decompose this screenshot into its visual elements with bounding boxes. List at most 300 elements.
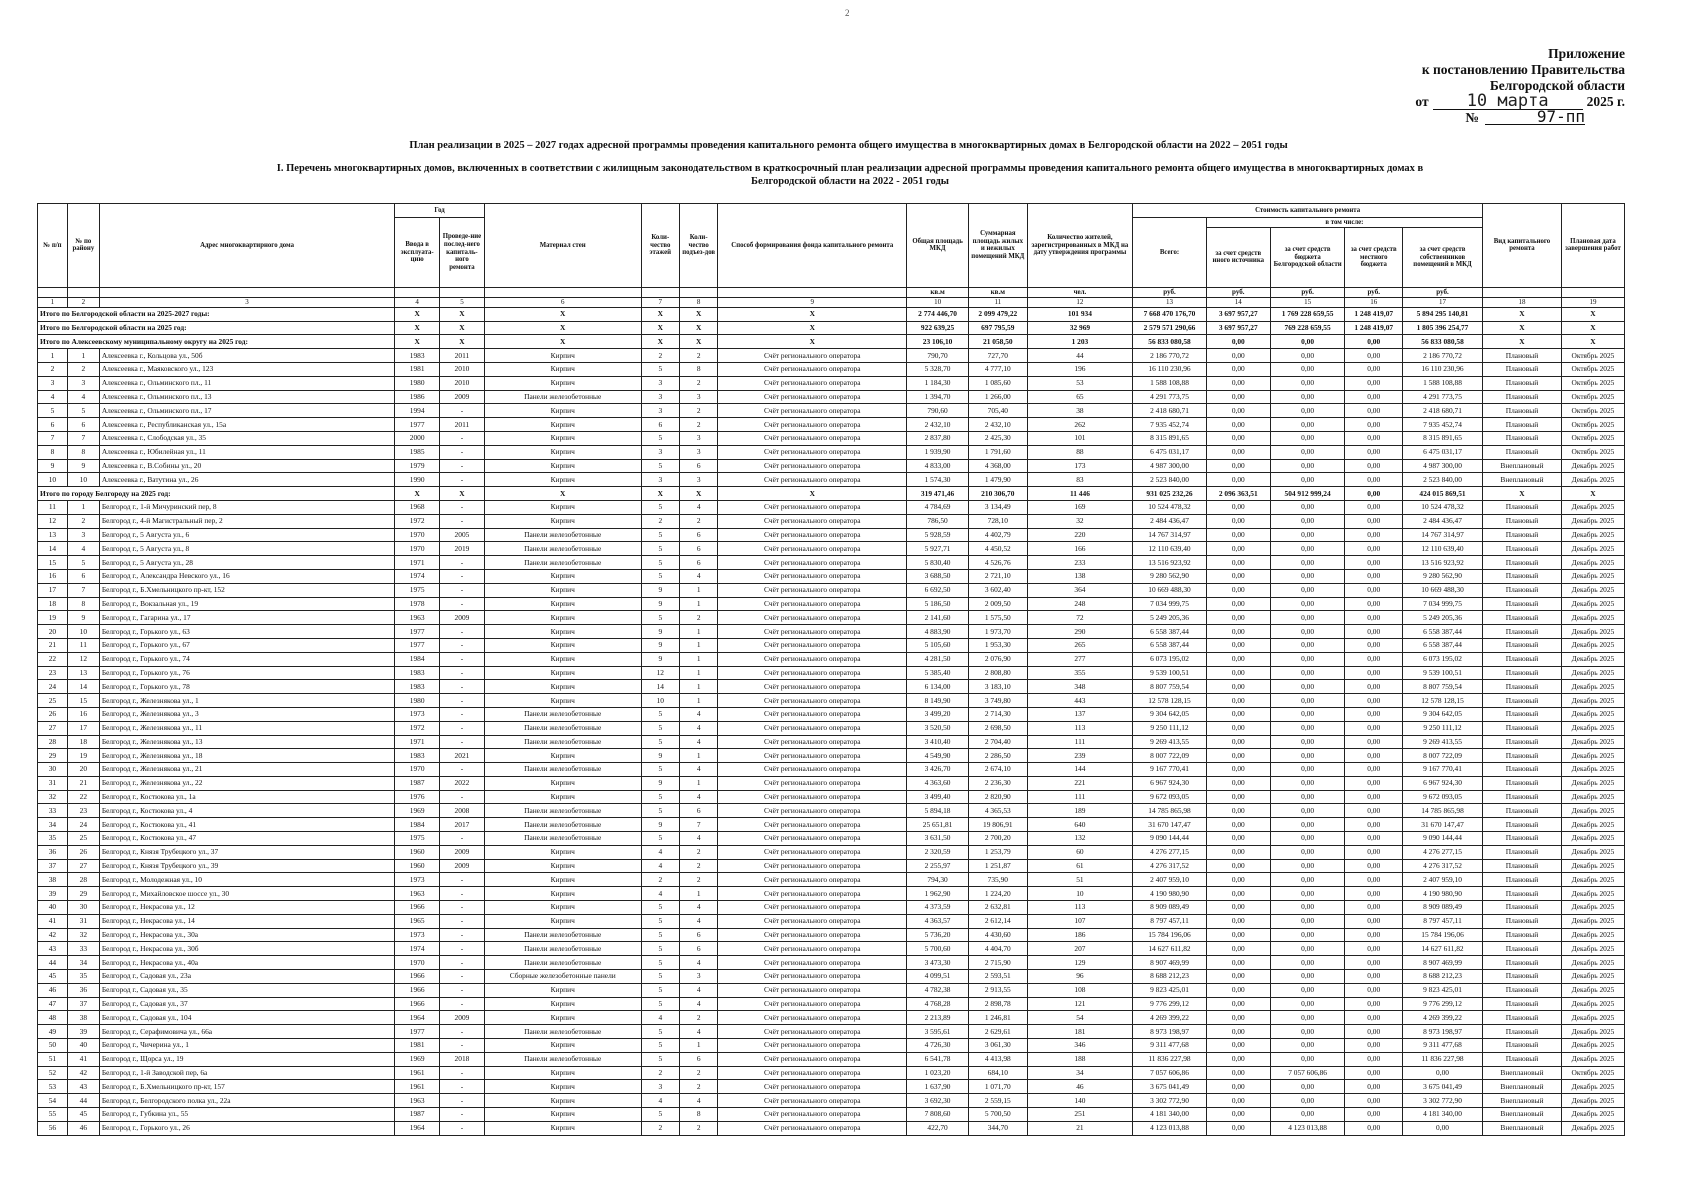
district-no: 32 [67,928,99,942]
unit-cell: руб. [1206,287,1270,297]
address: Белгород г., Железнякова ул., 13 [99,735,394,749]
area-total: 25 651,81 [907,818,969,832]
src-region: 0,00 [1270,1039,1345,1053]
district-no: 19 [67,749,99,763]
src-region: 0,00 [1270,390,1345,404]
fund: Счёт регионального оператора [718,970,907,984]
commissioned: 1960 [395,859,440,873]
floors: 5 [641,721,679,735]
district-no: 36 [67,983,99,997]
row-no: 39 [38,887,68,901]
row-no: 17 [38,583,68,597]
residents: 239 [1027,749,1133,763]
unit-cell: кв.м [907,287,969,297]
row-no: 12 [38,514,68,528]
fund: Счёт регионального оператора [718,390,907,404]
due-date: Декабрь 2025 [1561,845,1624,859]
repair-type: Плановый [1483,638,1562,652]
src-region: 0,00 [1270,680,1345,694]
address: Белгород г., Железнякова ул., 21 [99,763,394,777]
src-region: 0,00 [1270,887,1345,901]
src-local: 0,00 [1345,376,1403,390]
commissioned: 1965 [395,914,440,928]
walls: Кирпич [484,873,641,887]
due-date: Декабрь 2025 [1561,514,1624,528]
src-owners: 31 670 147,47 [1403,818,1483,832]
address: Алексеевка г., Ольминского пл., 13 [99,390,394,404]
row-no: 29 [38,749,68,763]
src-region: 0,00 [1270,652,1345,666]
address: Белгород г., Серафимовича ул., 66а [99,1025,394,1039]
area-res: 1 071,70 [968,1080,1027,1094]
residents: 51 [1027,873,1133,887]
table-row [38,873,1625,887]
due-date: Декабрь 2025 [1561,1052,1624,1066]
address: Алексеевка г., Слободская ул., 35 [99,431,394,445]
commissioned: 1981 [395,1039,440,1053]
area-total: 4 099,51 [907,970,969,984]
appendix-line-3: Белгородской области [1489,78,1625,93]
row-no: 43 [38,942,68,956]
entrances: 4 [679,956,717,970]
district-no: 38 [67,1011,99,1025]
area-total: 3 426,70 [907,763,969,777]
src-owners: 7 935 452,74 [1403,418,1483,432]
district-no: 10 [67,473,99,487]
src-owners: 9 269 413,55 [1403,735,1483,749]
residents: 196 [1027,362,1133,376]
header-district-no: № по району [67,204,99,288]
src-local: 0,00 [1345,514,1403,528]
row-no: 25 [38,694,68,708]
residents: 88 [1027,445,1133,459]
area-res: 1 575,50 [968,611,1027,625]
entrances: 1 [679,666,717,680]
src-owners: 16 110 230,96 [1403,362,1483,376]
residents: 640 [1027,818,1133,832]
total-src-other: 3 697 957,27 [1206,307,1270,321]
floors: 5 [641,970,679,984]
walls: Кирпич [484,569,641,583]
floors: 5 [641,569,679,583]
commissioned: 1994 [395,404,440,418]
residents: 262 [1027,418,1133,432]
entrances: 2 [679,376,717,390]
fund: Счёт регионального оператора [718,583,907,597]
entrances: 2 [679,1011,717,1025]
residents: 181 [1027,1025,1133,1039]
repair-type: Плановый [1483,431,1562,445]
total-total-cost: 931 025 232,26 [1133,487,1207,501]
src-local: 0,00 [1345,666,1403,680]
row-no: 21 [38,638,68,652]
src-region: 0,00 [1270,556,1345,570]
total-cost: 3 675 041,49 [1133,1080,1207,1094]
header-including: в том числе: [1206,217,1482,227]
district-no: 37 [67,997,99,1011]
src-other: 0,00 [1206,790,1270,804]
floors: 5 [641,956,679,970]
commissioned: 1974 [395,569,440,583]
walls: Кирпич [484,1121,641,1135]
entrances: 1 [679,597,717,611]
repair-type: Плановый [1483,928,1562,942]
total-cost: 8 909 089,49 [1133,901,1207,915]
unit-cell: руб. [1270,287,1345,297]
src-owners: 14 627 611,82 [1403,942,1483,956]
repair-type: Плановый [1483,735,1562,749]
total-cost: 13 516 923,92 [1133,556,1207,570]
walls: Кирпич [484,500,641,514]
last-repair: - [440,597,485,611]
total-commissioned: X [395,335,440,349]
total-cost: 9 672 093,05 [1133,790,1207,804]
floors: 5 [641,832,679,846]
due-date: Декабрь 2025 [1561,1108,1624,1122]
area-res: 2 820,90 [968,790,1027,804]
address: Белгород г., Гагарина ул., 17 [99,611,394,625]
due-date: Декабрь 2025 [1561,666,1624,680]
commissioned: 1973 [395,707,440,721]
total-cost: 4 291 773,75 [1133,390,1207,404]
row-no: 14 [38,542,68,556]
area-total: 4 281,50 [907,652,969,666]
column-number-cell: 19 [1561,297,1624,307]
row-no: 6 [38,418,68,432]
table-row [38,776,1625,790]
repair-type: Плановый [1483,597,1562,611]
area-res: 705,40 [968,404,1027,418]
walls: Кирпич [484,749,641,763]
floors: 5 [641,901,679,915]
address: Белгород г., Князя Трубецкого ул., 39 [99,859,394,873]
src-local: 0,00 [1345,404,1403,418]
area-res: 2 286,50 [968,749,1027,763]
last-repair: - [440,942,485,956]
walls: Кирпич [484,404,641,418]
src-owners: 10 669 488,30 [1403,583,1483,597]
src-local: 0,00 [1345,804,1403,818]
area-res: 2 721,10 [968,569,1027,583]
table-row [38,887,1625,901]
commissioned: 1961 [395,1080,440,1094]
table-body [38,287,1625,1135]
repair-type: Плановый [1483,997,1562,1011]
src-other: 0,00 [1206,997,1270,1011]
header-entrances: Коли-чество подъез-дов [679,204,717,288]
repair-type: Внеплановый [1483,473,1562,487]
fund: Счёт регионального оператора [718,763,907,777]
repair-type: Плановый [1483,514,1562,528]
header-last-repair: Проведе-ние послед-него капиталь-ного ремонта [440,217,485,287]
src-region: 0,00 [1270,956,1345,970]
total-commissioned: X [395,321,440,335]
entrances: 1 [679,638,717,652]
row-no: 47 [38,997,68,1011]
floors: 5 [641,459,679,473]
floors: 9 [641,583,679,597]
commissioned: 1976 [395,790,440,804]
row-no: 52 [38,1066,68,1080]
src-local: 0,00 [1345,763,1403,777]
area-total: 2 141,60 [907,611,969,625]
table-row [38,1121,1625,1135]
src-region: 0,00 [1270,514,1345,528]
commissioned: 1984 [395,652,440,666]
fund: Счёт регионального оператора [718,445,907,459]
src-other: 0,00 [1206,1066,1270,1080]
commissioned: 1981 [395,362,440,376]
total-src-owners: 5 894 295 140,81 [1403,307,1483,321]
column-number-cell: 17 [1403,297,1483,307]
due-date: Октябрь 2025 [1561,1066,1624,1080]
district-no: 45 [67,1108,99,1122]
walls: Кирпич [484,638,641,652]
total-cost: 14 785 865,98 [1133,804,1207,818]
src-local: 0,00 [1345,942,1403,956]
total-cost: 8 973 198,97 [1133,1025,1207,1039]
number-label: № [1465,110,1479,125]
due-date: Декабрь 2025 [1561,611,1624,625]
repair-type: Плановый [1483,390,1562,404]
residents: 277 [1027,652,1133,666]
src-other: 0,00 [1206,652,1270,666]
address: Белгород г., Железнякова ул., 1 [99,694,394,708]
table-row [38,983,1625,997]
entrances: 4 [679,721,717,735]
total-cost: 9 776 299,12 [1133,997,1207,1011]
total-floors: X [641,487,679,501]
src-local: 0,00 [1345,459,1403,473]
last-repair: 2022 [440,776,485,790]
area-res: 4 450,52 [968,542,1027,556]
table-row [38,735,1625,749]
total-src-region: 769 228 659,55 [1270,321,1345,335]
residents: 61 [1027,859,1133,873]
row-no: 2 [38,362,68,376]
src-region: 0,00 [1270,459,1345,473]
total-cost: 6 073 195,02 [1133,652,1207,666]
address: Белгород г., Б.Хмельницкого пр-кт, 152 [99,583,394,597]
total-cost: 6 558 387,44 [1133,638,1207,652]
due-date: Декабрь 2025 [1561,928,1624,942]
last-repair: 2017 [440,818,485,832]
src-other: 0,00 [1206,763,1270,777]
district-no: 24 [67,818,99,832]
src-local: 0,00 [1345,832,1403,846]
repair-type: Плановый [1483,583,1562,597]
total-residents: 1 203 [1027,335,1133,349]
area-res: 1 791,60 [968,445,1027,459]
column-number-cell: 18 [1483,297,1562,307]
fund: Счёт регионального оператора [718,956,907,970]
total-total-cost: 56 833 080,58 [1133,335,1207,349]
area-total: 790,70 [907,349,969,363]
column-number-cell: 11 [968,297,1027,307]
due-date: Декабрь 2025 [1561,1039,1624,1053]
src-region: 0,00 [1270,376,1345,390]
due-date: Декабрь 2025 [1561,914,1624,928]
commissioned: 1963 [395,1094,440,1108]
last-repair: - [440,514,485,528]
fund: Счёт регионального оператора [718,735,907,749]
commissioned: 1983 [395,749,440,763]
address: Белгород г., Михайловское шоссе ул., 30 [99,887,394,901]
src-local: 0,00 [1345,749,1403,763]
walls: Панели железобетонные [484,818,641,832]
total-cost: 14 767 314,97 [1133,528,1207,542]
due-date: Декабрь 2025 [1561,721,1624,735]
area-total: 5 894,18 [907,804,969,818]
table-row [38,845,1625,859]
residents: 107 [1027,914,1133,928]
area-total: 3 688,50 [907,569,969,583]
district-no: 13 [67,666,99,680]
address: Алексеевка г., Ольминского пл., 11 [99,376,394,390]
floors: 2 [641,1066,679,1080]
src-other: 0,00 [1206,818,1270,832]
total-entrances: X [679,307,717,321]
fund: Счёт регионального оператора [718,1094,907,1108]
src-local: 0,00 [1345,445,1403,459]
src-owners: 15 784 196,06 [1403,928,1483,942]
total-cost: 2 186 770,72 [1133,349,1207,363]
address: Белгород г., Александра Невского ул., 16 [99,569,394,583]
district-no: 6 [67,569,99,583]
floors: 3 [641,376,679,390]
residents: 137 [1027,707,1133,721]
area-total: 6 134,00 [907,680,969,694]
fund: Счёт регионального оператора [718,901,907,915]
district-no: 4 [67,390,99,404]
src-other: 0,00 [1206,832,1270,846]
src-region: 0,00 [1270,694,1345,708]
fund: Счёт регионального оператора [718,376,907,390]
floors: 9 [641,597,679,611]
src-owners: 4 276 277,15 [1403,845,1483,859]
row-no: 46 [38,983,68,997]
total-cost: 4 269 399,22 [1133,1011,1207,1025]
src-region: 4 123 013,88 [1270,1121,1345,1135]
total-src-owners: 56 833 080,58 [1403,335,1483,349]
row-no: 56 [38,1121,68,1135]
total-row [38,487,1625,501]
fund: Счёт регионального оператора [718,652,907,666]
src-other: 0,00 [1206,983,1270,997]
district-no: 31 [67,914,99,928]
row-no: 27 [38,721,68,735]
src-local: 0,00 [1345,500,1403,514]
src-local: 0,00 [1345,956,1403,970]
src-other: 0,00 [1206,721,1270,735]
src-local: 0,00 [1345,390,1403,404]
src-owners: 9 250 111,12 [1403,721,1483,735]
address: Белгород г., 5 Августа ул., 28 [99,556,394,570]
src-region: 7 057 606,86 [1270,1066,1345,1080]
column-number-cell: 6 [484,297,641,307]
residents: 166 [1027,542,1133,556]
src-local: 0,00 [1345,983,1403,997]
walls: Кирпич [484,914,641,928]
src-owners: 4 987 300,00 [1403,459,1483,473]
src-other: 0,00 [1206,680,1270,694]
table-row [38,500,1625,514]
last-repair: - [440,956,485,970]
walls: Панели железобетонные [484,942,641,956]
walls: Кирпич [484,431,641,445]
src-other: 0,00 [1206,776,1270,790]
fund: Счёт регионального оператора [718,694,907,708]
residents: 38 [1027,404,1133,418]
row-no: 37 [38,859,68,873]
walls: Кирпич [484,1011,641,1025]
src-other: 0,00 [1206,804,1270,818]
district-no: 43 [67,1080,99,1094]
commissioned: 1966 [395,997,440,1011]
src-owners: 0,00 [1403,1121,1483,1135]
total-residents: 32 969 [1027,321,1133,335]
repair-type: Плановый [1483,956,1562,970]
unit-cell [1483,287,1562,297]
src-other: 0,00 [1206,376,1270,390]
area-res: 2 715,90 [968,956,1027,970]
district-no: 35 [67,970,99,984]
residents: 355 [1027,666,1133,680]
entrances: 2 [679,514,717,528]
last-repair: - [440,1039,485,1053]
entrances: 7 [679,818,717,832]
row-no: 9 [38,459,68,473]
repair-type: Плановый [1483,721,1562,735]
src-local: 0,00 [1345,597,1403,611]
due-date: Декабрь 2025 [1561,887,1624,901]
floors: 5 [641,790,679,804]
row-no: 45 [38,970,68,984]
residents: 233 [1027,556,1133,570]
src-owners: 9 539 100,51 [1403,666,1483,680]
area-total: 5 830,40 [907,556,969,570]
row-no: 40 [38,901,68,915]
area-total: 3 692,30 [907,1094,969,1108]
total-cost: 8 807 759,54 [1133,680,1207,694]
fund: Счёт регионального оператора [718,349,907,363]
total-last-repair: X [440,335,485,349]
area-res: 4 402,79 [968,528,1027,542]
src-owners: 9 280 562,90 [1403,569,1483,583]
header-area-res: Суммарная площадь жилых и нежилых помещений МКД [968,204,1027,288]
last-repair: - [440,735,485,749]
last-repair: - [440,873,485,887]
src-owners: 7 034 999,75 [1403,597,1483,611]
table-row [38,707,1625,721]
area-res: 1 253,79 [968,845,1027,859]
total-area-res: 697 795,59 [968,321,1027,335]
src-other: 0,00 [1206,887,1270,901]
area-res: 2 714,30 [968,707,1027,721]
entrances: 1 [679,583,717,597]
residents: 348 [1027,680,1133,694]
unit-cell [1561,287,1624,297]
row-no: 44 [38,956,68,970]
entrances: 2 [679,349,717,363]
repair-type: Плановый [1483,859,1562,873]
due-date: Декабрь 2025 [1561,804,1624,818]
fund: Счёт регионального оператора [718,404,907,418]
area-total: 794,30 [907,873,969,887]
src-owners: 8 807 759,54 [1403,680,1483,694]
walls: Кирпич [484,776,641,790]
table-row [38,542,1625,556]
